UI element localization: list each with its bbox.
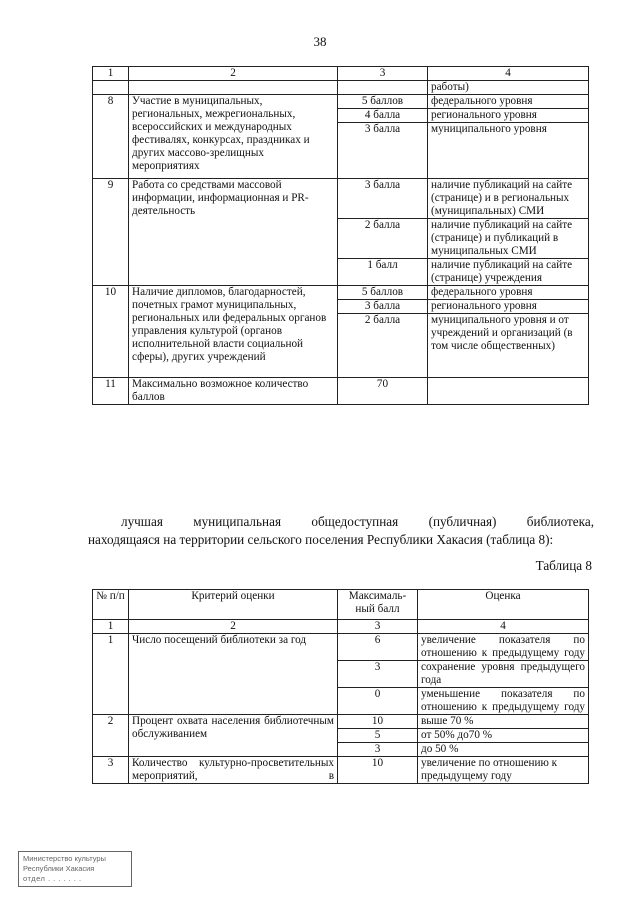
header-criterion: Критерий оценки (129, 590, 338, 620)
score-cell: 5 баллов (338, 286, 428, 300)
table-row (93, 95, 589, 109)
score-cell: 4 балла (338, 109, 428, 123)
criterion-cell: Количество культурно-просветительных мероприятий, в (129, 757, 338, 784)
table-header-row (93, 620, 589, 634)
assessment-cell: увеличение по отношению к предыдущему году (418, 757, 589, 784)
criteria-table-8 (92, 589, 589, 784)
page-number: 38 (313, 34, 327, 49)
score-cell: 6 (338, 634, 418, 661)
criterion-cell: Число посещений библиотеки за год (129, 634, 338, 715)
score-cell: 3 балла (338, 300, 428, 314)
criterion-cell: Наличие дипломов, благодарностей, почетных грамот муниципальных, региональных или федеральных органов управления культурой (органов исполнительной власти социальной сферы), других учреждений (129, 286, 338, 378)
score-cell: 3 (338, 743, 418, 757)
table-row (93, 179, 589, 219)
score-cell: 3 балла (338, 179, 428, 219)
assessment-cell: работы) (428, 81, 589, 95)
table-row (93, 378, 589, 405)
score-cell: 0 (338, 688, 418, 715)
row-number: 1 (93, 634, 129, 715)
score-cell: 2 балла (338, 314, 428, 378)
criterion-cell: Участие в муниципальных, региональных, межрегиональных, всероссийских и международных фестивалях, конкурсах, праздниках и других массово-зрелищных мероприятиях (129, 95, 338, 179)
score-cell: 2 балла (338, 219, 428, 259)
score-cell: 70 (338, 378, 428, 405)
row-number: 8 (93, 95, 129, 179)
table-row (93, 757, 589, 784)
assessment-cell: регионального уровня (428, 109, 589, 123)
score-cell: 3 (338, 661, 418, 688)
table-row (93, 286, 589, 300)
paragraph-line: находящаяся на территории сельского поселения Республики Хакасия (таблица 8): (88, 532, 554, 547)
criteria-table-7 (92, 66, 589, 405)
header-cell: 2 (129, 620, 338, 634)
assessment-cell: до 50 % (418, 743, 589, 757)
header-num: № п/п (93, 590, 129, 620)
header-cell: 2 (129, 67, 338, 81)
table-header-row (93, 590, 589, 620)
score-cell: 3 балла (338, 123, 428, 179)
assessment-cell: наличие публикаций на сайте (странице) и публикаций в муниципальных СМИ (428, 219, 589, 259)
assessment-cell: регионального уровня (428, 300, 589, 314)
row-number: 2 (93, 715, 129, 757)
stamp-line: отдел . . . . . . . (23, 874, 82, 883)
row-number: 3 (93, 757, 129, 784)
table-row (93, 634, 589, 661)
header-max: Максималь-ный балл (338, 590, 418, 620)
table-header-row (93, 67, 589, 81)
assessment-cell: от 50% до70 % (418, 729, 589, 743)
criterion-cell: Работа со средствами массовой информации, информационная и PR-деятельность (129, 179, 338, 286)
stamp-line: Республики Хакасия (23, 864, 95, 873)
stamp-line: Министерство культуры (23, 854, 106, 863)
row-number: 10 (93, 286, 129, 378)
assessment-cell: муниципального уровня и от учреждений и организаций (в том числе общественных) (428, 314, 589, 378)
header-cell: 1 (93, 67, 129, 81)
header-assessment: Оценка (418, 590, 589, 620)
score-cell: 5 (338, 729, 418, 743)
assessment-cell: федерального уровня (428, 95, 589, 109)
table-row (93, 81, 589, 95)
paragraph-line: лучшая муниципальная общедоступная (публичная) библиотека, (121, 514, 594, 529)
assessment-cell: наличие публикаций на сайте (странице) учреждения (428, 259, 589, 286)
score-cell: 5 баллов (338, 95, 428, 109)
assessment-cell: уменьшение показателя по отношению к предыдущему году (418, 688, 589, 715)
header-cell: 4 (418, 620, 589, 634)
header-cell: 1 (93, 620, 129, 634)
assessment-cell: выше 70 % (418, 715, 589, 729)
score-cell: 10 (338, 715, 418, 729)
score-cell: 10 (338, 757, 418, 784)
row-number: 11 (93, 378, 129, 405)
archive-stamp (18, 851, 132, 887)
assessment-cell: федерального уровня (428, 286, 589, 300)
table-row (93, 715, 589, 729)
assessment-cell (428, 378, 589, 405)
assessment-cell: увеличение показателя по отношению к предыдущему году (418, 634, 589, 661)
header-cell: 3 (338, 620, 418, 634)
score-cell: 1 балл (338, 259, 428, 286)
criterion-cell: Максимально возможное количество баллов (129, 378, 338, 405)
assessment-cell: сохранение уровня предыдущего года (418, 661, 589, 688)
body-paragraph (88, 513, 594, 549)
row-number: 9 (93, 179, 129, 286)
header-cell: 4 (428, 67, 589, 81)
criterion-cell: Процент охвата населения библиотечным обслуживанием (129, 715, 338, 757)
assessment-cell: наличие публикаций на сайте (странице) и в региональных (муниципальных) СМИ (428, 179, 589, 219)
table-caption: Таблица 8 (535, 558, 592, 573)
assessment-cell: муниципального уровня (428, 123, 589, 179)
header-cell: 3 (338, 67, 428, 81)
